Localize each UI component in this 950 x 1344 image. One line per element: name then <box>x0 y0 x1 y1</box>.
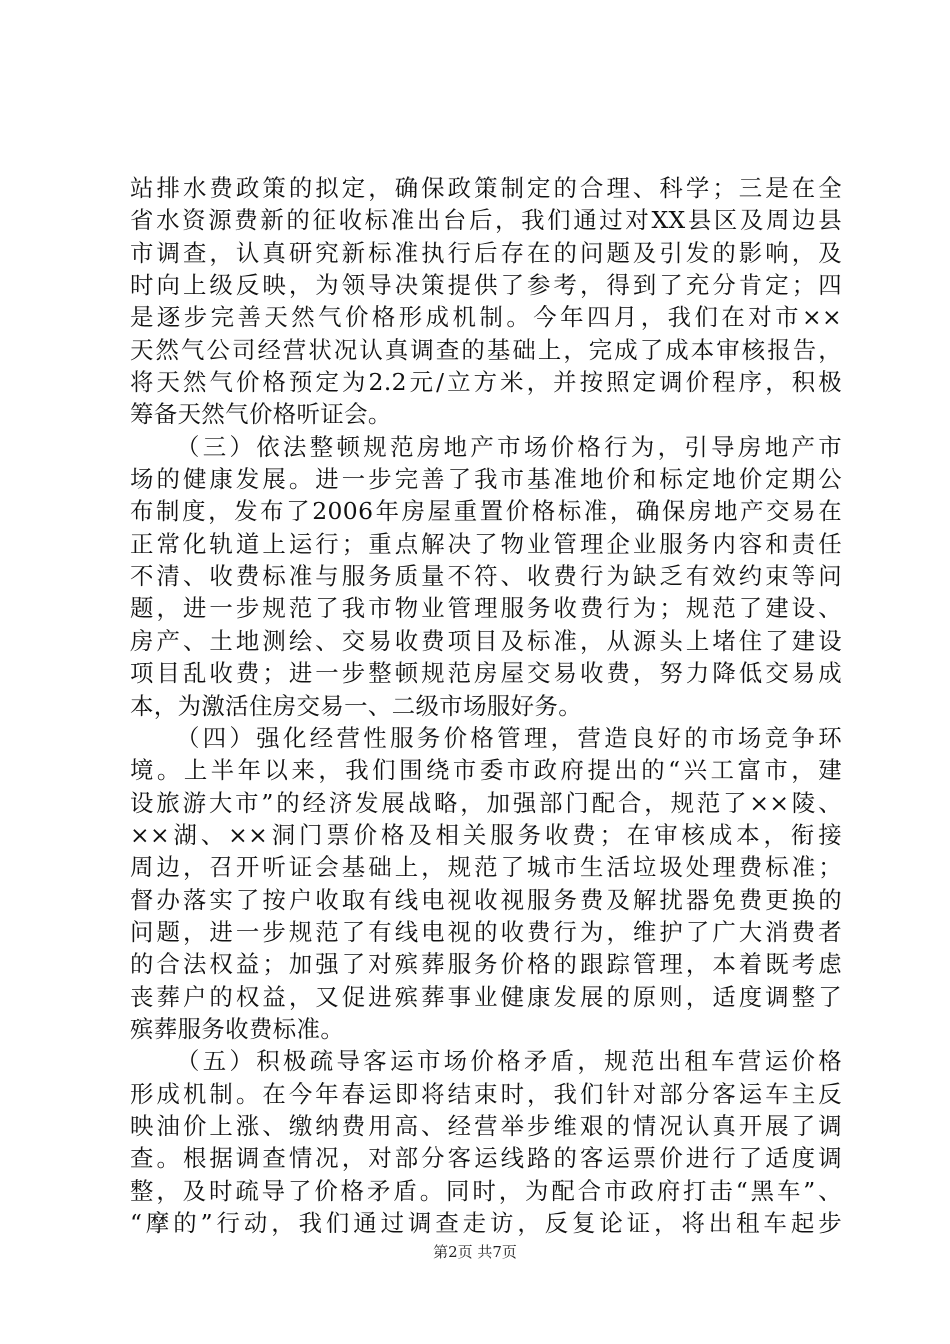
text-line: 形成机制。在今年春运即将结束时，我们针对部分客运车主反 <box>130 1079 842 1108</box>
text-line: 的合法权益；加强了对殡葬服务价格的跟踪管理，本着既考虑 <box>130 950 842 979</box>
text-line: 题，进一步规范了我市物业管理服务收费行为；规范了建设、 <box>130 594 842 623</box>
text-line: 时向上级反映，为领导决策提供了参考，得到了充分肯定；四 <box>130 271 842 300</box>
text-line: 筹备天然气价格听证会。 <box>130 400 392 429</box>
paragraph-first-line: （五）积极疏导客运市场价格矛盾，规范出租车营运价格 <box>176 1047 842 1076</box>
text-line: 整，及时疏导了价格矛盾。同时，为配合市政府打击“黑车”、 <box>130 1176 842 1205</box>
text-line: 将天然气价格预定为2.2元/立方米，并按照定调价程序，积极 <box>130 368 842 397</box>
text-line: 映油价上涨、缴纳费用高、经营举步维艰的情况认真开展了调 <box>130 1111 842 1140</box>
text-line: 省水资源费新的征收标准出台后，我们通过对XX县区及周边县 <box>130 206 842 235</box>
text-line: 问题，进一步规范了有线电视的收费行为，维护了广大消费者 <box>130 917 842 946</box>
text-line: 是逐步完善天然气价格形成机制。今年四月，我们在对市×× <box>130 303 842 332</box>
page-number-footer: 第2页 共7页 <box>433 1243 517 1261</box>
text-line: 设旅游大市”的经济发展战略，加强部门配合，规范了××陵、 <box>130 788 842 817</box>
text-line: ××湖、××洞门票价格及相关服务收费；在审核成本，衔接 <box>130 820 842 849</box>
paragraph-first-line: （四）强化经营性服务价格管理，营造良好的市场竞争环 <box>176 723 842 752</box>
text-line: 查。根据调查情况，对部分客运线路的客运票价进行了适度调 <box>130 1144 842 1173</box>
paragraph-first-line: （三）依法整顿规范房地产市场价格行为，引导房地产市 <box>176 432 842 461</box>
text-line: 本，为激活住房交易一、二级市场服好务。 <box>130 691 583 720</box>
text-line: 场的健康发展。进一步完善了我市基准地价和标定地价定期公 <box>130 465 842 494</box>
text-line: “摩的”行动，我们通过调查走访，反复论证，将出租车起步 <box>130 1209 842 1237</box>
text-line: 境。上半年以来，我们围绕市委市政府提出的“兴工富市，建 <box>130 756 842 785</box>
text-line: 周边，召开听证会基础上，规范了城市生活垃圾处理费标准； <box>130 853 842 882</box>
text-line: 天然气公司经营状况认真调查的基础上，完成了成本审核报告， <box>130 335 842 364</box>
document-body <box>130 172 842 1239</box>
text-line: 丧葬户的权益，又促进殡葬事业健康发展的原则，适度调整了 <box>130 982 842 1011</box>
text-line: 房产、土地测绘、交易收费项目及标准，从源头上堵住了建设 <box>130 626 842 655</box>
text-line: 督办落实了按户收取有线电视收视服务费及解扰器免费更换的 <box>130 885 842 914</box>
text-line: 布制度，发布了2006年房屋重置价格标准，确保房地产交易在 <box>130 497 842 526</box>
text-line: 殡葬服务收费标准。 <box>130 1014 345 1043</box>
text-line: 项目乱收费；进一步整顿规范房屋交易收费，努力降低交易成 <box>130 659 842 688</box>
text-line: 站排水费政策的拟定，确保政策制定的合理、科学；三是在全 <box>130 174 842 202</box>
text-line: 市调查，认真研究新标准执行后存在的问题及引发的影响，及 <box>130 238 842 267</box>
text-line: 正常化轨道上运行；重点解决了物业管理企业服务内容和责任 <box>130 529 842 558</box>
text-line: 不清、收费标准与服务质量不符、收费行为缺乏有效约束等问 <box>130 562 842 591</box>
